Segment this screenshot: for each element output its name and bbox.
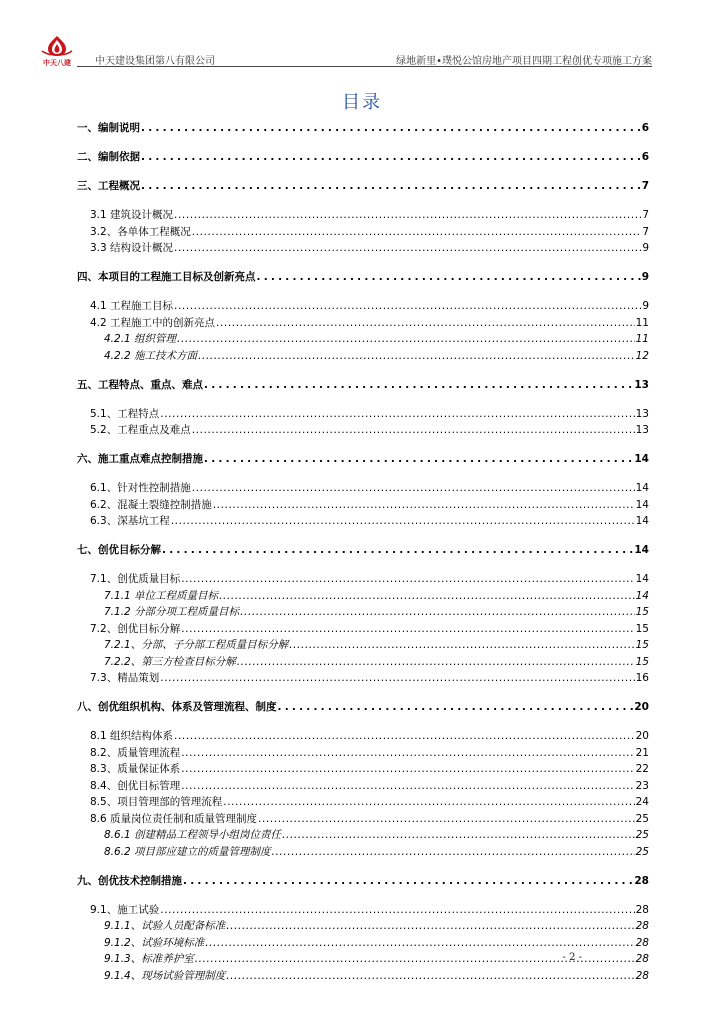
toc-dot-leader	[181, 621, 634, 637]
toc-entry-title: 8.6 质量岗位责任制和质量管理制度	[90, 812, 258, 825]
toc-dot-leader	[192, 422, 635, 438]
toc-entry-page: 12	[635, 349, 649, 362]
header-divider	[77, 66, 652, 67]
toc-entry[interactable]	[104, 348, 649, 364]
toc-entry-page: 28	[635, 903, 649, 916]
toc-dot-leader	[289, 637, 634, 653]
toc-entry-title: 9.1.3、标准养护室	[104, 953, 194, 965]
toc-entry-page: 15	[635, 622, 649, 635]
toc-entry-title: 4.1 工程施工目标	[90, 300, 174, 312]
toc-entry[interactable]	[77, 542, 649, 558]
toc-entry-title: 6.3、深基坑工程	[90, 515, 170, 527]
toc-entry[interactable]	[90, 745, 649, 761]
toc-dot-leader	[205, 935, 634, 951]
toc-entry-page: 14	[634, 544, 649, 556]
toc-entry[interactable]	[90, 207, 649, 223]
toc-dot-leader	[192, 224, 642, 240]
toc-dot-leader	[204, 451, 633, 467]
toc-entry-page: 11	[635, 333, 649, 345]
toc-entry-title: 3.3 结构设计概况	[90, 242, 174, 254]
toc-entry[interactable]	[90, 406, 649, 422]
toc-entry[interactable]	[90, 422, 649, 438]
toc-entry-page: 13	[635, 424, 649, 436]
toc-entry-title: 9.1.2、试验环境标准	[104, 936, 205, 949]
toc-entry-title: 6.2、混凝土裂缝控制措施	[90, 498, 212, 511]
toc-entry-page: 15	[635, 606, 649, 618]
toc-entry[interactable]	[77, 873, 649, 889]
toc-entry-page: 25	[635, 812, 649, 825]
toc-dot-leader	[177, 331, 635, 347]
toc-entry-title: 8.3、质量保证体系	[90, 763, 181, 775]
toc-entry-title: 7.1.2 分部分项工程质量目标	[104, 606, 240, 618]
toc-dot-leader	[174, 298, 641, 314]
toc-entry[interactable]	[90, 224, 649, 240]
toc-entry-page: 7	[641, 180, 649, 192]
project-title: 绿地新里•璞悦公馆房地产项目四期工程创优专项施工方案	[396, 56, 652, 67]
toc-entry[interactable]	[77, 377, 649, 393]
toc-entry[interactable]	[104, 827, 649, 843]
toc-entry-title: 5.1、工程特点	[90, 407, 160, 420]
toc-entry-title: 7.2、创优目标分解	[90, 622, 181, 635]
toc-entry[interactable]	[90, 778, 649, 794]
toc-entry[interactable]	[90, 315, 649, 331]
toc-entry-page: 9	[642, 300, 649, 312]
toc-entry-title: 8.5、项目管理部的管理流程	[90, 796, 223, 808]
toc-entry-page: 14	[635, 589, 649, 602]
toc-entry-title: 4.2 工程施工中的创新亮点	[90, 316, 216, 329]
toc-entry[interactable]	[90, 571, 649, 587]
toc-dot-leader	[198, 348, 635, 364]
toc-entry-title: 四、本项目的工程施工目标及创新亮点	[77, 271, 256, 283]
toc-entry[interactable]	[77, 451, 649, 467]
toc-dot-leader	[257, 269, 641, 285]
toc-entry-title: 8.1 组织结构体系	[90, 730, 174, 742]
toc-entry[interactable]	[90, 670, 649, 686]
toc-entry-title: 7.2.2、第三方检查目标分解	[104, 655, 236, 668]
toc-entry[interactable]	[90, 497, 649, 513]
toc-dot-leader	[219, 588, 635, 604]
toc-entry-page: 9	[641, 271, 649, 283]
toc-entry-page: 14	[635, 573, 649, 585]
toc-entry-page: 28	[635, 953, 649, 965]
toc-entry-title: 二、编制依据	[77, 151, 140, 163]
toc-entry[interactable]	[77, 120, 649, 136]
company-logo	[38, 34, 76, 66]
toc-entry-page: 7	[642, 225, 649, 238]
toc-entry[interactable]	[90, 240, 649, 256]
toc-dot-leader	[181, 778, 634, 794]
toc-entry-page: 7	[642, 209, 649, 221]
toc-dot-leader	[181, 745, 634, 761]
toc-dot-leader	[183, 873, 633, 889]
toc-entry-title: 3.1 建筑设计概况	[90, 209, 174, 221]
toc-entry[interactable]	[90, 794, 649, 810]
toc-dot-leader	[174, 728, 635, 744]
logo-text: 中天八建	[43, 59, 71, 67]
toc-entry-page: 24	[635, 796, 649, 808]
toc-entry-title: 七、创优目标分解	[77, 544, 161, 556]
toc-entry-page: 14	[635, 498, 649, 511]
toc-entry-title: 一、编制说明	[77, 122, 140, 134]
toc-entry[interactable]	[90, 480, 649, 496]
toc-dot-leader	[174, 240, 641, 256]
toc-entry[interactable]	[90, 513, 649, 529]
toc-entry-title: 7.2.1、分部、子分部工程质量目标分解	[104, 639, 289, 651]
toc-entry[interactable]	[104, 935, 649, 951]
toc-entry[interactable]	[104, 588, 649, 604]
toc-entry[interactable]	[90, 902, 649, 918]
toc-entry[interactable]	[77, 149, 649, 165]
toc-dot-leader	[160, 406, 634, 422]
toc-entry-page: 28	[634, 874, 649, 887]
toc-entry[interactable]	[104, 331, 649, 347]
toc-entry-title: 4.2.1 组织管理	[104, 333, 177, 345]
toc-entry-page: 11	[635, 316, 649, 329]
toc-entry-page: 28	[635, 920, 649, 932]
toc-dot-leader	[223, 794, 634, 810]
toc-dot-leader	[258, 811, 635, 827]
toc-entry-page: 14	[635, 515, 649, 527]
toc-dot-leader	[204, 377, 633, 393]
toc-dot-leader	[174, 207, 641, 223]
toc-entry-title: 三、工程概况	[77, 180, 140, 192]
toc-entry-page: 6	[641, 151, 649, 163]
toc-entry-page: 28	[635, 936, 649, 949]
toc-entry-title: 9.1、施工试验	[90, 903, 160, 916]
toc-dot-leader	[213, 497, 635, 513]
toc-entry-title: 8.4、创优目标管理	[90, 779, 181, 792]
toc-entry-title: 9.1.4、现场试验管理制度	[104, 969, 226, 982]
toc-entry-title: 6.1、针对性控制措施	[90, 482, 191, 494]
toc-entry-title: 8.2、质量管理流程	[90, 746, 181, 759]
toc-entry-page: 9	[642, 242, 649, 254]
toc-entry-title: 9.1.1、试验人员配备标准	[104, 920, 226, 932]
toc-dot-leader	[240, 604, 635, 620]
toc-dot-leader	[272, 844, 635, 860]
company-name: 中天建设集团第八有限公司	[95, 56, 215, 67]
page-header	[38, 34, 652, 68]
toc-entry-page: 6	[641, 122, 649, 134]
toc-entry-page: 25	[635, 829, 649, 841]
toc-entry[interactable]	[77, 269, 649, 285]
toc-dot-leader	[226, 968, 634, 984]
toc-dot-leader	[181, 571, 634, 587]
toc-entry-page: 21	[635, 746, 649, 759]
toc-entry-page: 15	[635, 639, 649, 651]
toc-entry-title: 八、创优组织机构、体系及管理流程、制度	[77, 701, 277, 713]
toc-dot-leader	[141, 178, 641, 194]
toc-entry[interactable]	[77, 699, 649, 715]
toc-dot-leader	[226, 918, 634, 934]
toc-dot-leader	[282, 827, 635, 843]
toc-entry-title: 5.2、工程重点及难点	[90, 424, 191, 436]
toc-entry-page: 23	[635, 779, 649, 792]
toc-entry-title: 3.2、各单体工程概况	[90, 225, 191, 238]
toc-entry-page: 14	[635, 482, 649, 494]
toc-entry-title: 7.1.1 单位工程质量目标	[104, 589, 219, 602]
toc-entry[interactable]	[104, 604, 649, 620]
toc-entry[interactable]	[90, 621, 649, 637]
toc-entry[interactable]	[104, 654, 649, 670]
logo-flame-icon	[38, 34, 76, 60]
toc-entry-page: 16	[635, 672, 649, 684]
toc-entry[interactable]	[90, 811, 649, 827]
toc-entry-title: 九、创优技术控制措施	[77, 874, 182, 887]
toc-entry-title: 8.6.2 项目部应建立的质量管理制度	[104, 845, 271, 858]
toc-dot-leader	[160, 902, 634, 918]
toc-dot-leader	[160, 670, 634, 686]
toc-entry-page: 22	[635, 763, 649, 775]
toc-entry-page: 13	[635, 407, 649, 420]
toc-title: 目录	[342, 92, 382, 113]
toc-entry-page: 25	[635, 845, 649, 858]
toc-dot-leader	[216, 315, 635, 331]
toc-entry-title: 7.1、创优质量目标	[90, 573, 181, 585]
toc-entry-page: 14	[634, 453, 649, 465]
toc-entry-title: 4.2.2 施工技术方面	[104, 349, 198, 362]
toc-entry[interactable]	[104, 918, 649, 934]
toc-dot-leader	[141, 149, 641, 165]
toc-dot-leader	[141, 120, 641, 136]
toc-entry[interactable]	[90, 728, 649, 744]
toc-dot-leader	[192, 480, 635, 496]
toc-entry-title: 8.6.1 创建精品工程领导小组岗位责任	[104, 829, 282, 841]
toc-entry[interactable]	[90, 761, 649, 777]
toc-entry[interactable]	[104, 844, 649, 860]
toc-entry[interactable]	[104, 968, 649, 984]
page-number: - 2 -	[562, 952, 582, 963]
toc-dot-leader	[171, 513, 635, 529]
toc-dot-leader	[181, 761, 634, 777]
toc-entry-title: 7.3、精品策划	[90, 672, 160, 684]
toc-entry-page: 15	[635, 655, 649, 668]
toc-entry[interactable]	[104, 637, 649, 653]
toc-entry[interactable]	[77, 178, 649, 194]
toc-dot-leader	[162, 542, 633, 558]
toc-dot-leader	[237, 654, 635, 670]
toc-entry-page: 20	[634, 701, 649, 713]
toc-entry-title: 六、施工重点难点控制措施	[77, 453, 203, 465]
toc-entry-page: 13	[634, 378, 649, 391]
toc-entry-page: 20	[635, 730, 649, 742]
toc-entry[interactable]	[90, 298, 649, 314]
toc-entry-title: 五、工程特点、重点、难点	[77, 378, 203, 391]
toc-entry-page: 28	[635, 969, 649, 982]
toc-dot-leader	[278, 699, 634, 715]
